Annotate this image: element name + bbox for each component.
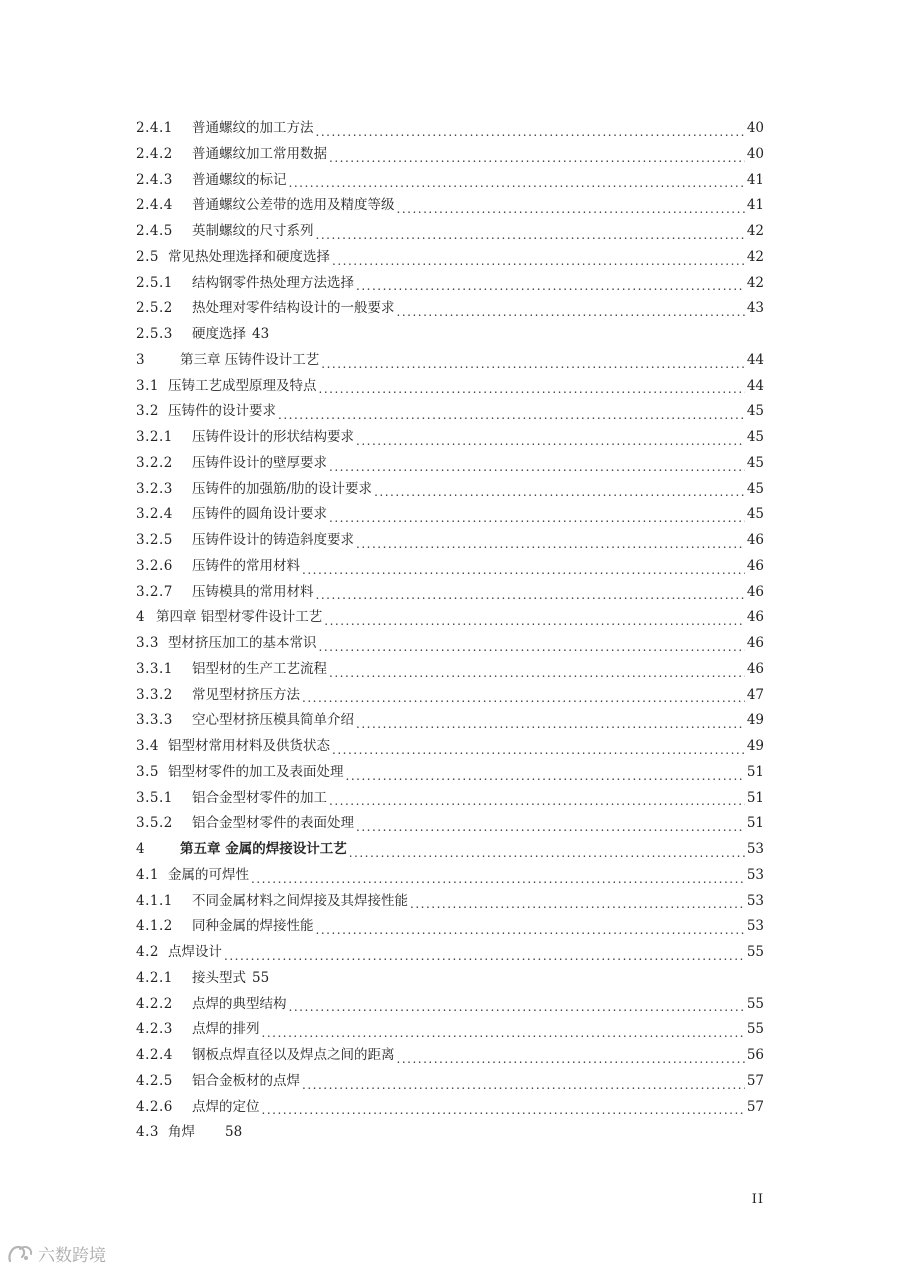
toc-leader-dots: [356, 435, 745, 447]
toc-number: 4.2.3: [136, 1021, 173, 1038]
toc-page-number: 57: [746, 1072, 764, 1089]
toc-number: 3.2.4: [136, 506, 173, 523]
toc-entry[interactable]: [136, 193, 764, 219]
toc-number: 4.2.2: [136, 995, 173, 1012]
toc-leader-dots: [397, 306, 745, 318]
toc-number: 3.2: [136, 403, 159, 420]
toc-title: 热处理对零件结构设计的一般要求: [192, 300, 395, 317]
toc-page-number: 43: [746, 300, 764, 317]
toc-title: 型材挤压加工的基本常识: [168, 635, 317, 652]
toc-page-number: 42: [746, 248, 764, 265]
toc-page-number: 42: [746, 223, 764, 240]
toc-entry[interactable]: [136, 837, 764, 863]
toc-number: 2.4.1: [136, 120, 173, 137]
toc-entry[interactable]: [136, 708, 764, 734]
toc-entry[interactable]: [136, 425, 764, 451]
toc-entry[interactable]: [136, 219, 764, 245]
toc-entry[interactable]: [136, 1095, 764, 1121]
toc-leader-dots: [332, 255, 745, 267]
page-number-footer: II: [751, 1192, 764, 1207]
toc-number: 3.2.6: [136, 557, 173, 574]
toc-number: 3.2.3: [136, 480, 173, 497]
toc-entry[interactable]: [136, 631, 764, 657]
toc-page-number: 53: [746, 866, 764, 883]
toc-page-number: 45: [746, 429, 764, 446]
toc-number: 3.2.5: [136, 532, 173, 549]
toc-leader-dots: [321, 358, 745, 370]
toc-title: 不同金属材料之间焊接及其焊接性能: [192, 892, 408, 909]
toc-entry[interactable]: [136, 528, 764, 554]
toc-title: 接头型式: [192, 969, 246, 986]
toc-number: 3.5.1: [136, 789, 173, 806]
toc-number: 4.2.1: [136, 969, 173, 986]
toc-title: 压铸件设计的铸造斜度要求: [192, 532, 354, 549]
toc-page-number: 41: [746, 171, 764, 188]
toc-entry[interactable]: [136, 580, 764, 606]
toc-title: 空心型材挤压模具简单介绍: [192, 712, 354, 729]
toc-title: 普通螺纹加工常用数据: [192, 145, 327, 162]
toc-leader-dots: [316, 924, 745, 936]
toc-leader-dots: [349, 847, 745, 859]
toc-leader-dots: [289, 1001, 745, 1013]
toc-title: 角焊: [168, 1124, 195, 1141]
toc-title: 普通螺纹的加工方法: [192, 120, 314, 137]
watermark-text: 六数跨境: [38, 1246, 106, 1266]
toc-leader-dots: [251, 873, 745, 885]
toc-page-number: 46: [746, 609, 764, 626]
toc-title: 压铸件的加强筋/肋的设计要求: [192, 480, 373, 497]
toc-number: 3.3: [136, 635, 159, 652]
toc-number: 3.3.2: [136, 686, 173, 703]
toc-number: 3.5.2: [136, 815, 173, 832]
toc-number: 4.1.2: [136, 918, 173, 935]
toc-number: 3.5: [136, 763, 159, 780]
toc-entry[interactable]: [136, 889, 764, 915]
toc-page-number: 49: [746, 712, 764, 729]
toc-number: 4.3: [136, 1124, 159, 1141]
toc-number: 2.4.3: [136, 171, 173, 188]
toc-page-number: 46: [746, 557, 764, 574]
toc-title: 点焊的典型结构: [192, 995, 287, 1012]
toc-title: 铝型材常用材料及供货状态: [168, 738, 330, 755]
toc-entry[interactable]: [136, 940, 764, 966]
toc-title: 压铸件设计的壁厚要求: [192, 454, 327, 471]
toc-entry[interactable]: [136, 966, 764, 992]
toc-number: 4.2.4: [136, 1047, 173, 1064]
toc-title: 硬度选择: [192, 326, 246, 343]
toc-page-number: 58: [225, 1124, 243, 1141]
toc-leader-dots: [316, 126, 745, 138]
toc-number: 4.2.6: [136, 1098, 173, 1115]
toc-title: 第五章 金属的焊接设计工艺: [180, 841, 347, 858]
toc-leader-dots: [346, 770, 745, 782]
toc-entry[interactable]: [136, 142, 764, 168]
toc-number: 2.4.2: [136, 145, 173, 162]
toc-page-number: 44: [746, 351, 764, 368]
toc-leader-dots: [410, 898, 745, 910]
toc-number: 3.2.2: [136, 454, 173, 471]
toc-number: 3.2.1: [136, 429, 173, 446]
toc-title: 铝型材零件的加工及表面处理: [168, 763, 344, 780]
toc-page-number: 55: [746, 944, 764, 961]
toc-leader-dots: [356, 280, 745, 292]
toc-leader-dots: [316, 229, 745, 241]
toc-page-number: 46: [746, 635, 764, 652]
toc-page-number: 53: [746, 841, 764, 858]
toc-number: 3.3.1: [136, 660, 173, 677]
toc-page-number: 45: [746, 480, 764, 497]
toc-entry[interactable]: [136, 683, 764, 709]
toc-page-number: 55: [252, 969, 270, 986]
toc-entry[interactable]: [136, 1120, 764, 1146]
toc-page-number: 46: [746, 532, 764, 549]
toc-number: 3: [136, 351, 146, 368]
toc-title: 铝合金型材零件的加工: [192, 789, 327, 806]
toc-page-number: 57: [746, 1098, 764, 1115]
toc-leader-dots: [262, 1104, 745, 1116]
toc-leader-dots: [302, 1079, 745, 1091]
toc-number: 3.3.3: [136, 712, 173, 729]
toc-number: 3.1: [136, 377, 159, 394]
toc-number: 3.4: [136, 738, 159, 755]
toc-leader-dots: [302, 564, 745, 576]
toc-page-number: 45: [746, 506, 764, 523]
toc-number: 2.4.4: [136, 197, 173, 214]
toc-page-number: 53: [746, 918, 764, 935]
toc-entry[interactable]: [136, 992, 764, 1018]
toc-entry[interactable]: [136, 863, 764, 889]
toc-entry[interactable]: [136, 657, 764, 683]
toc-entry[interactable]: [136, 811, 764, 837]
toc-page-number: 47: [746, 686, 764, 703]
toc-title: 普通螺纹公差带的选用及精度等级: [192, 197, 395, 214]
toc-number: 4.1: [136, 866, 159, 883]
toc-leader-dots: [329, 795, 745, 807]
toc-entry[interactable]: [136, 734, 764, 760]
toc-page-number: 55: [746, 995, 764, 1012]
toc-entry[interactable]: [136, 760, 764, 786]
toc-entry[interactable]: [136, 451, 764, 477]
toc-leader-dots: [329, 512, 745, 524]
toc-number: 2.5.3: [136, 326, 173, 343]
toc-leader-dots: [329, 152, 745, 164]
toc-number: 4.2: [136, 944, 159, 961]
toc-page-number: 49: [746, 738, 764, 755]
toc-leader-dots: [319, 641, 745, 653]
toc-entry[interactable]: [136, 322, 764, 348]
toc-page-number: 45: [746, 454, 764, 471]
toc-entry[interactable]: [136, 245, 764, 271]
toc-number: 4.1.1: [136, 892, 173, 909]
table-of-contents: [136, 116, 764, 1146]
toc-leader-dots: [332, 744, 745, 756]
toc-title: 压铸件的设计要求: [168, 403, 276, 420]
toc-entry[interactable]: [136, 502, 764, 528]
toc-leader-dots: [302, 692, 745, 704]
toc-title: 压铸模具的常用材料: [192, 583, 314, 600]
toc-page-number: 45: [746, 403, 764, 420]
toc-title: 结构钢零件热处理方法选择: [192, 274, 354, 291]
toc-number: 2.4.5: [136, 223, 173, 240]
toc-title: 铝合金型材零件的表面处理: [192, 815, 354, 832]
toc-page-number: 53: [746, 892, 764, 909]
toc-title: 压铸工艺成型原理及特点: [168, 377, 317, 394]
toc-page-number: 43: [252, 326, 270, 343]
toc-leader-dots: [224, 950, 745, 962]
toc-entry[interactable]: [136, 554, 764, 580]
watermark-logo-icon: [6, 1243, 34, 1265]
toc-entry[interactable]: [136, 296, 764, 322]
toc-title: 常见型材挤压方法: [192, 686, 300, 703]
toc-page-number: 51: [746, 789, 764, 806]
toc-number: 3.2.7: [136, 583, 173, 600]
toc-leader-dots: [319, 383, 745, 395]
toc-title: 点焊的定位: [192, 1098, 260, 1115]
toc-entry[interactable]: [136, 374, 764, 400]
toc-page-number: 46: [746, 660, 764, 677]
toc-number: 2.5.2: [136, 300, 173, 317]
toc-entry[interactable]: [136, 477, 764, 503]
toc-title: 压铸件的常用材料: [192, 557, 300, 574]
toc-title: 普通螺纹的标记: [192, 171, 287, 188]
toc-leader-dots: [289, 177, 745, 189]
toc-entry[interactable]: [136, 348, 764, 374]
toc-title: 铝型材的生产工艺流程: [192, 660, 327, 677]
toc-entry[interactable]: [136, 1043, 764, 1069]
toc-leader-dots: [397, 203, 745, 215]
toc-entry[interactable]: [136, 168, 764, 194]
toc-page-number: 40: [746, 145, 764, 162]
toc-leader-dots: [316, 589, 745, 601]
toc-entry[interactable]: [136, 786, 764, 812]
toc-title: 点焊的排列: [192, 1021, 260, 1038]
toc-entry[interactable]: [136, 399, 764, 425]
toc-leader-dots: [324, 615, 745, 627]
toc-page-number: 55: [746, 1021, 764, 1038]
toc-number: 4.2.5: [136, 1072, 173, 1089]
toc-title: 铝合金板材的点焊: [192, 1072, 300, 1089]
toc-title: 点焊设计: [168, 944, 222, 961]
toc-title: 同种金属的焊接性能: [192, 918, 314, 935]
toc-leader-dots: [356, 538, 745, 550]
toc-leader-dots: [397, 1053, 745, 1065]
toc-title: 第四章 铝型材零件设计工艺: [156, 609, 323, 626]
toc-entry[interactable]: [136, 1017, 764, 1043]
toc-entry[interactable]: [136, 271, 764, 297]
toc-entry[interactable]: [136, 605, 764, 631]
toc-entry[interactable]: [136, 116, 764, 142]
toc-entry[interactable]: [136, 1069, 764, 1095]
toc-page-number: 41: [746, 197, 764, 214]
toc-number: 2.5.1: [136, 274, 173, 291]
toc-title: 钢板点焊直径以及焊点之间的距离: [192, 1047, 395, 1064]
toc-leader-dots: [262, 1027, 745, 1039]
toc-title: 常见热处理选择和硬度选择: [168, 248, 330, 265]
toc-leader-dots: [278, 409, 745, 421]
watermark: [6, 1241, 106, 1266]
toc-title: 英制螺纹的尺寸系列: [192, 223, 314, 240]
toc-leader-dots: [356, 718, 745, 730]
toc-leader-dots: [329, 667, 745, 679]
toc-page-number: 46: [746, 583, 764, 600]
toc-title: 第三章 压铸件设计工艺: [180, 351, 320, 368]
toc-page-number: 44: [746, 377, 764, 394]
toc-number: 4: [136, 841, 146, 858]
toc-page-number: 51: [746, 815, 764, 832]
toc-page-number: 56: [746, 1047, 764, 1064]
toc-page-number: 42: [746, 274, 764, 291]
toc-leader-dots: [356, 821, 745, 833]
toc-title: 压铸件的圆角设计要求: [192, 506, 327, 523]
toc-number: 2.5: [136, 248, 159, 265]
toc-leader-dots: [374, 486, 745, 498]
toc-entry[interactable]: [136, 914, 764, 940]
toc-title: 金属的可焊性: [168, 866, 249, 883]
toc-page-number: 40: [746, 120, 764, 137]
toc-number: 4: [136, 609, 146, 626]
toc-page-number: 51: [746, 763, 764, 780]
toc-title: 压铸件设计的形状结构要求: [192, 429, 354, 446]
toc-leader-dots: [329, 461, 745, 473]
